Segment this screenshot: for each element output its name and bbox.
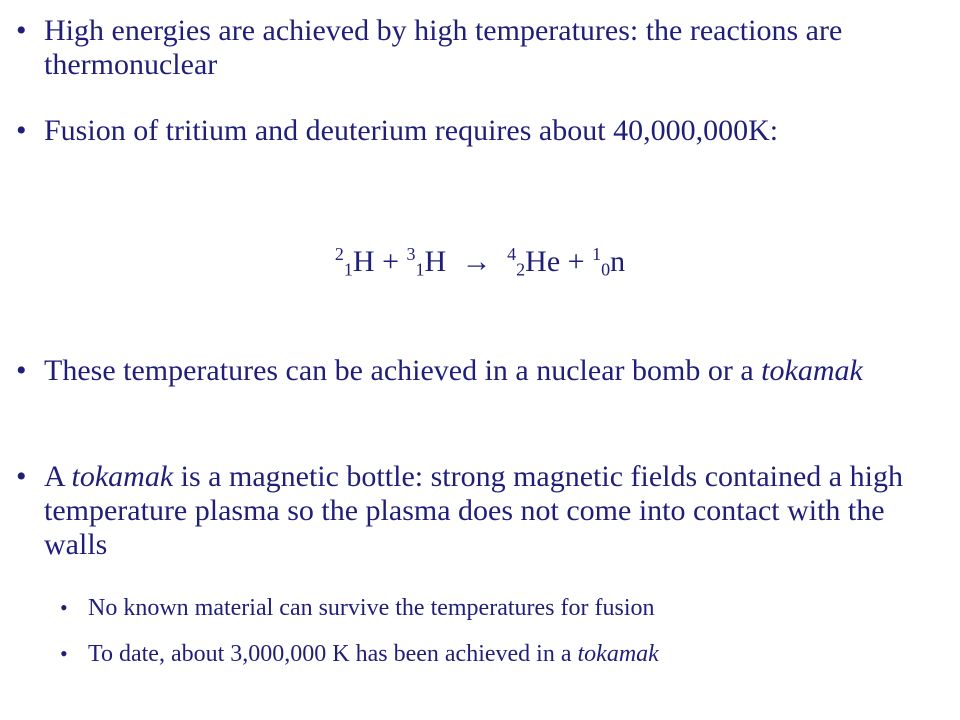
- bullet-dot: •: [16, 14, 27, 47]
- bullet-text-4-italic: tokamak: [71, 460, 174, 493]
- neutron-mass-number: 1: [592, 244, 602, 265]
- bullet-text-4-plain-a: A: [44, 460, 72, 493]
- bullet-dot: •: [16, 114, 27, 147]
- deuterium-atomic-number: 1: [343, 259, 353, 280]
- bullet-text-3-plain: These temperatures can be achieved in a nuclear bomb or a: [44, 354, 762, 387]
- sub-bullet-text-2: [88, 640, 948, 668]
- sub-bullet-text-1: No known material can survive the temperatures for fusion: [88, 595, 655, 621]
- bullet-text-4-plain-b: is a magnetic bottle: strong magnetic fields contained a high temperature plasma so the plasma does not come into contact with the walls: [44, 460, 903, 561]
- bullet-text-1: High energies are achieved by high temperatures: the reactions are thermonuclear: [44, 14, 843, 81]
- bullet-text-3-italic: tokamak: [761, 354, 863, 387]
- bullet-dot: •: [16, 354, 27, 387]
- sub-bullet-text-2-plain: To date, about 3,000,000 K has been achieved in a: [88, 641, 578, 667]
- neutron-charge-number: 0: [601, 259, 611, 280]
- tritium-symbol: H: [424, 245, 447, 278]
- bullet-dot: •: [16, 460, 27, 493]
- helium-mass-number: 4: [507, 244, 517, 265]
- tritium-atomic-number: 1: [415, 259, 425, 280]
- helium-atomic-number: 2: [516, 259, 526, 280]
- reaction-arrow-icon: →: [461, 245, 492, 278]
- tritium-mass-number: 3: [406, 244, 416, 265]
- sub-bullet-dot: •: [60, 595, 68, 620]
- helium-symbol: He: [525, 245, 561, 278]
- neutron-symbol: n: [610, 245, 626, 278]
- bullet-text-3: [44, 354, 944, 388]
- deuterium-symbol: H: [352, 245, 375, 278]
- sub-bullet-dot: •: [60, 641, 68, 666]
- bullet-text-2: Fusion of tritium and deuterium requires about 40,000,000K:: [44, 114, 779, 147]
- fusion-equation: [0, 242, 960, 282]
- bullet-text-4: [44, 460, 944, 562]
- sub-bullet-text-2-italic: tokamak: [577, 641, 659, 667]
- deuterium-mass-number: 2: [334, 244, 344, 265]
- plus-sign: +: [567, 245, 585, 278]
- plus-sign: +: [382, 245, 399, 278]
